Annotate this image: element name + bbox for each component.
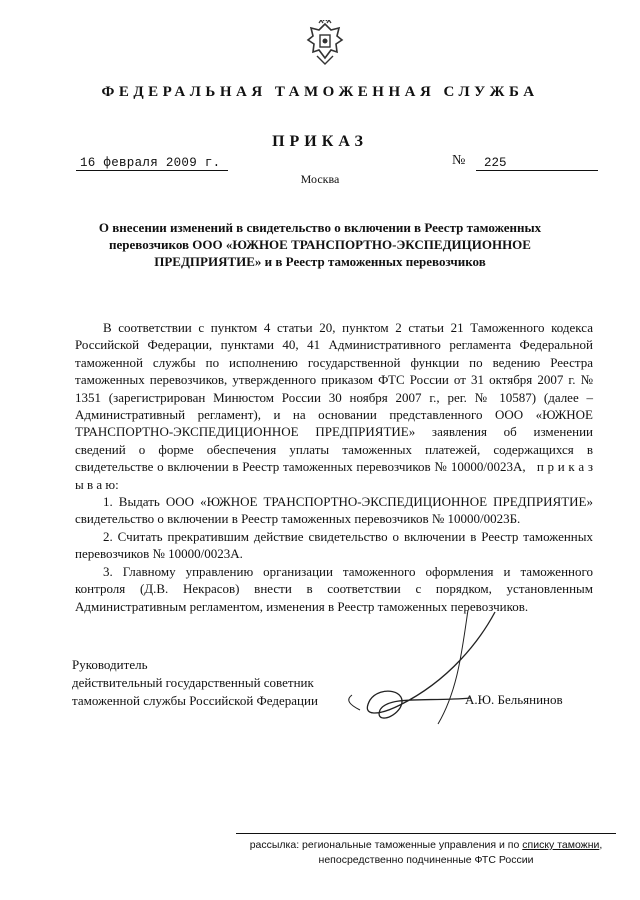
distribution-note: [236, 833, 616, 868]
document-type: ПРИКАЗ: [272, 133, 368, 150]
item-1: 1. Выдать ООО «ЮЖНОЕ ТРАНСПОРТНО-ЭКСПЕДИЦИОННОЕ ПРЕДПРИЯТИЕ» свидетельство о включении в Реестр таможенных перевозчиков № 10000/0023Б.: [75, 494, 593, 527]
signer-name: А.Ю. Бельянинов: [465, 692, 563, 707]
signatory-line-2: действительный государственный советник: [72, 675, 314, 690]
order-title: О внесении изменений в свидетельство о включении в Реестр таможенных перевозчиков ООО «ЮЖНОЕ ТРАНСПОРТНО-ЭКСПЕДИЦИОННОЕ ПРЕДПРИЯТИЕ» и в Реестр таможенных перевозчиков: [98, 220, 542, 269]
city: Москва: [300, 172, 340, 186]
preamble-text: В соответствии с пунктом 4 статьи 20, пунктом 2 статьи 21 Таможенного кодекса Российской Федерации, пунктами 40, 41 Административного регламента Федеральной таможенной службы по исполнению государственной функции по ведению Реестра таможенных перевозчиков, утвержденного приказом ФТС России от 31 октября 2007 г. № 1351 (зарегистрирован Минюстом России 30 ноября 2007 г., рег. № 10587) (далее – Административный регламент), и на основании представленного ООО «ЮЖНОЕ ТРАНСПОРТНО-ЭКСПЕДИЦИОННОЕ ПРЕДПРИЯТИЕ» заявления об изменении сведений о форме обеспечения уплаты таможенных платежей, содержащихся в свидетельстве о включении в Реестр таможенных перевозчиков № 10000/0023А,: [75, 320, 593, 475]
signatory-title: [72, 656, 318, 710]
distribution-prefix: рассылка: региональные таможенные управления и по: [249, 839, 520, 851]
coat-of-arms-icon: [305, 20, 345, 66]
distribution-suffix: ,: [599, 839, 603, 851]
number-label: №: [452, 153, 466, 168]
item-2: 2. Считать прекратившим действие свидетельство о включении в Реестр таможенных перевозчиков № 10000/0023А.: [75, 528, 593, 562]
distribution-underlined: списку таможни: [522, 839, 600, 851]
agency-name: ФЕДЕРАЛЬНАЯ ТАМОЖЕННАЯ СЛУЖБА: [101, 84, 539, 100]
distribution-line-2: непосредственно подчиненные ФТС России: [318, 854, 534, 866]
preamble: [75, 319, 593, 493]
order-date: 16 февраля 2009 г.: [76, 156, 228, 171]
distribution-line-1: [236, 838, 616, 853]
order-verb: п р и к а з ы в а ю:: [75, 459, 594, 492]
handwritten-signature: [340, 610, 500, 730]
item-3: 3. Главному управлению организации таможенного оформления и таможенного контроля (Д.В. Некрасов) внести в соответствии с порядком, установленным Административным регламентом, изменения в Реестр таможенных перевозчиков.: [75, 563, 593, 614]
signatory-line-1: Руководитель: [72, 657, 148, 672]
signatory-line-3: таможенной службы Российской Федерации: [72, 693, 318, 708]
order-body: [75, 319, 593, 615]
order-number: 225: [476, 156, 598, 171]
